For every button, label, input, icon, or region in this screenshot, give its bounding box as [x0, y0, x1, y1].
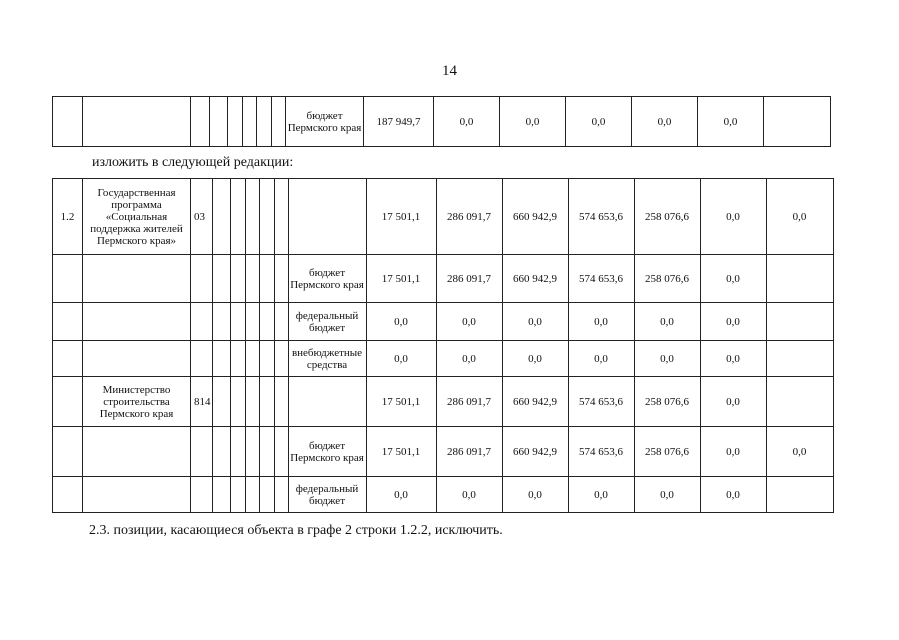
cell-row-number: [53, 303, 83, 341]
cell-funding-source: бюджет Пермского края: [286, 97, 364, 147]
cell-blank: [245, 255, 259, 303]
cell-value: 286 091,7: [436, 179, 502, 255]
cell-value: 0,0: [766, 427, 833, 477]
cell-blank: [83, 97, 191, 147]
cell-blank: [212, 377, 230, 427]
table-row: [53, 341, 834, 377]
cell-value: 0,0: [568, 341, 634, 377]
cell-blank: [230, 427, 245, 477]
cell-blank: [274, 179, 288, 255]
cell-value: 574 653,6: [568, 255, 634, 303]
cell-blank: [53, 97, 83, 147]
cell-value: 0,0: [366, 477, 436, 513]
cell-value: [766, 303, 833, 341]
cell-value: 258 076,6: [634, 179, 700, 255]
cell-value: 0,0: [700, 255, 766, 303]
cell-blank: [245, 303, 259, 341]
cell-blank: [191, 97, 210, 147]
cell-value: 0,0: [634, 477, 700, 513]
table-row: [53, 179, 834, 255]
cell-funding-source: бюджет Пермского края: [288, 255, 366, 303]
cell-value: 0,0: [566, 97, 632, 147]
cell-value: [764, 97, 831, 147]
cell-blank: [230, 179, 245, 255]
cell-value: 0,0: [700, 377, 766, 427]
cell-name: [83, 427, 191, 477]
cell-blank: [230, 377, 245, 427]
cell-value: 17 501,1: [366, 255, 436, 303]
cell-value: 0,0: [700, 477, 766, 513]
cell-blank: [259, 179, 274, 255]
cell-value: 660 942,9: [502, 377, 568, 427]
cell-value: 17 501,1: [366, 377, 436, 427]
cell-value: 0,0: [436, 341, 502, 377]
cell-value: 660 942,9: [502, 427, 568, 477]
cell-blank: [230, 255, 245, 303]
cell-blank: [212, 341, 230, 377]
cell-value: 258 076,6: [634, 255, 700, 303]
cell-value: 0,0: [700, 179, 766, 255]
cell-code: [191, 477, 213, 513]
cell-blank: [243, 97, 257, 147]
table-row: [53, 97, 831, 147]
cell-value: 0,0: [700, 341, 766, 377]
cell-blank: [259, 255, 274, 303]
cell-name: [83, 255, 191, 303]
cell-value: 574 653,6: [568, 427, 634, 477]
cell-name: Министерство строительства Пермского края: [83, 377, 191, 427]
cell-value: [766, 477, 833, 513]
cell-blank: [245, 377, 259, 427]
cell-value: 0,0: [700, 303, 766, 341]
table-row: [53, 427, 834, 477]
cell-blank: [212, 303, 230, 341]
cell-value: 17 501,1: [366, 179, 436, 255]
cell-funding-source: федеральный бюджет: [288, 303, 366, 341]
cell-blank: [230, 341, 245, 377]
cell-value: 660 942,9: [502, 255, 568, 303]
table-row: [53, 477, 834, 513]
cell-value: 0,0: [366, 303, 436, 341]
intro-text: изложить в следующей редакции:: [92, 155, 294, 170]
cell-value: 0,0: [502, 303, 568, 341]
cell-row-number: [53, 477, 83, 513]
cell-blank: [245, 179, 259, 255]
cell-value: [766, 341, 833, 377]
cell-blank: [259, 477, 274, 513]
cell-value: 0,0: [632, 97, 698, 147]
cell-blank: [230, 303, 245, 341]
cell-code: 814: [191, 377, 213, 427]
cell-value: 0,0: [634, 341, 700, 377]
cell-name: [83, 477, 191, 513]
cell-value: 17 501,1: [366, 427, 436, 477]
cell-blank: [228, 97, 243, 147]
cell-value: [766, 377, 833, 427]
cell-blank: [210, 97, 228, 147]
cell-blank: [274, 341, 288, 377]
cell-blank: [259, 427, 274, 477]
cell-value: 0,0: [366, 341, 436, 377]
cell-blank: [212, 427, 230, 477]
cell-name: [83, 341, 191, 377]
cell-value: 258 076,6: [634, 377, 700, 427]
cell-blank: [274, 477, 288, 513]
cell-value: 187 949,7: [364, 97, 434, 147]
cell-row-number: [53, 255, 83, 303]
cell-row-number: [53, 427, 83, 477]
cell-value: 0,0: [568, 477, 634, 513]
cell-value: 0,0: [500, 97, 566, 147]
cell-value: 660 942,9: [502, 179, 568, 255]
cell-blank: [259, 303, 274, 341]
cell-funding-source: бюджет Пермского края: [288, 427, 366, 477]
cell-value: 286 091,7: [436, 255, 502, 303]
cell-value: 0,0: [766, 179, 833, 255]
closing-text: 2.3. позиции, касающиеся объекта в графе 2 строки 1.2.2, исключить.: [89, 523, 503, 538]
cell-name: [83, 303, 191, 341]
cell-value: 574 653,6: [568, 377, 634, 427]
cell-blank: [212, 477, 230, 513]
cell-blank: [230, 477, 245, 513]
cell-value: 0,0: [436, 303, 502, 341]
cell-funding-source: [288, 377, 366, 427]
cell-code: [191, 341, 213, 377]
cell-blank: [272, 97, 286, 147]
cell-blank: [274, 377, 288, 427]
cell-value: 0,0: [434, 97, 500, 147]
table-fragment-top: [52, 96, 831, 147]
cell-blank: [245, 477, 259, 513]
cell-name: Государственная программа «Социальная поддержка жителей Пермского края»: [83, 179, 191, 255]
cell-funding-source: федеральный бюджет: [288, 477, 366, 513]
cell-blank: [259, 377, 274, 427]
cell-value: 0,0: [436, 477, 502, 513]
cell-blank: [257, 97, 272, 147]
cell-blank: [274, 303, 288, 341]
table-main: [52, 178, 834, 513]
table-row: [53, 255, 834, 303]
cell-blank: [259, 341, 274, 377]
cell-value: 286 091,7: [436, 427, 502, 477]
cell-blank: [212, 179, 230, 255]
cell-blank: [274, 255, 288, 303]
cell-row-number: [53, 377, 83, 427]
cell-value: 0,0: [698, 97, 764, 147]
cell-blank: [245, 427, 259, 477]
cell-value: 0,0: [568, 303, 634, 341]
cell-value: 0,0: [502, 341, 568, 377]
cell-funding-source: [288, 179, 366, 255]
cell-blank: [212, 255, 230, 303]
cell-blank: [245, 341, 259, 377]
cell-value: 0,0: [700, 427, 766, 477]
table-row: [53, 303, 834, 341]
cell-value: 258 076,6: [634, 427, 700, 477]
cell-blank: [274, 427, 288, 477]
cell-value: 0,0: [634, 303, 700, 341]
cell-code: [191, 303, 213, 341]
cell-funding-source: внебюджетные средства: [288, 341, 366, 377]
cell-value: [766, 255, 833, 303]
page-number: 14: [442, 63, 457, 79]
cell-code: [191, 427, 213, 477]
table-row: [53, 377, 834, 427]
cell-value: 286 091,7: [436, 377, 502, 427]
cell-row-number: 1.2: [53, 179, 83, 255]
cell-row-number: [53, 341, 83, 377]
cell-value: 0,0: [502, 477, 568, 513]
cell-value: 574 653,6: [568, 179, 634, 255]
cell-code: 03: [191, 179, 213, 255]
cell-code: [191, 255, 213, 303]
